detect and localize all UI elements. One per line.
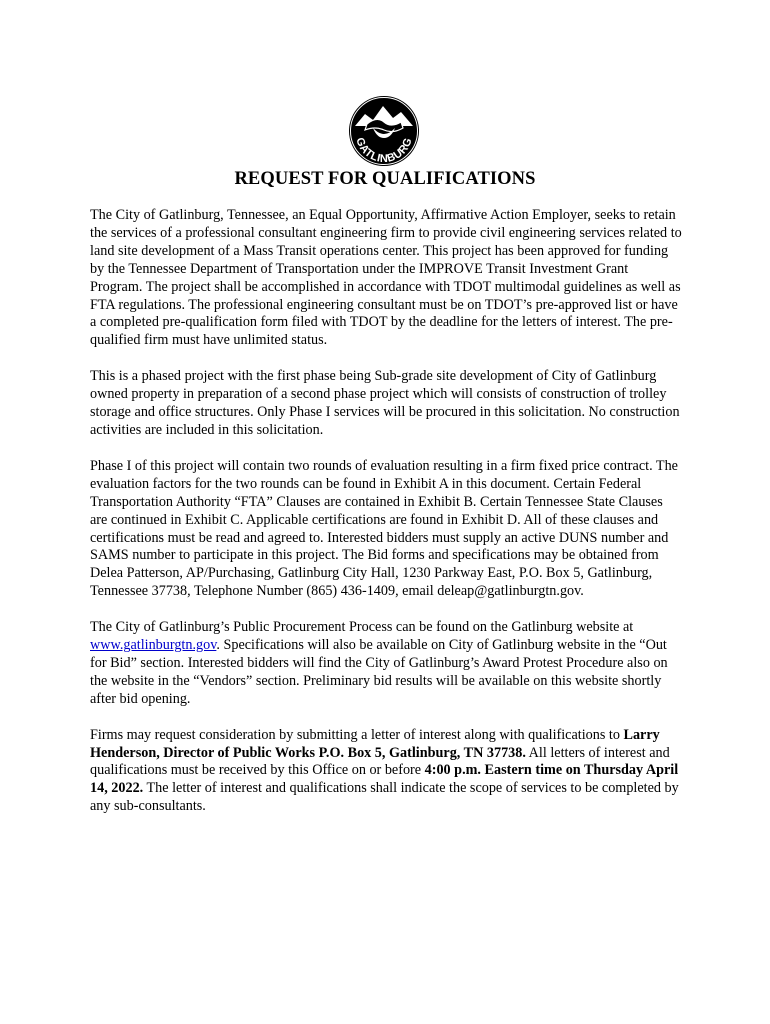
paragraph-procurement: [90, 619, 682, 709]
procurement-text-start: The City of Gatlinburg’s Public Procurement Process can be found on the Gatlinburg website at: [90, 619, 634, 636]
paragraph-evaluation: Phase I of this project will contain two rounds of evaluation resulting in a firm fixed price contract. The evaluation factors for the two rounds can be found in Exhibit A in this document. Certain Federal Transportation Authority “FTA” Clauses are contained in Exhibit B. Certain Tennessee State Clauses are continued in Exhibit C. Applicable certifications are found in Exhibit D. All of these clauses and certifications must be read and agreed to. Interested bidders must supply an active DUNS number and SAMS number to participate in this project. The Bid forms and specifications may be obtained from Delea Patterson, AP/Purchasing, Gatlinburg City Hall, 1230 Parkway East, P.O. Box 5, Gatlinburg, Tennessee 37738, Telephone Number (865) 436-1409, email deleap@gatlinburgtn.gov.: [90, 457, 678, 600]
submission-intro: Firms may request consideration by submitting a letter of interest along with qualifications to: [90, 726, 624, 743]
submission-end: The letter of interest and qualifications shall indicate the scope of services to be completed by any sub-consultants.: [90, 780, 679, 815]
procurement-text-end: . Specifications will also be available on City of Gatlinburg website in the “Out for Bid” section. Interested bidders will find the City of Gatlinburg’s Award Protest Procedure also on the website in the “Vendors” section. Preliminary bid results will be available on this website shortly after bid opening.: [90, 637, 668, 707]
submission-deadline: 4:00 p.m. Eastern time on Thursday April 14, 2022.: [90, 762, 679, 797]
paragraph-phases: This is a phased project with the first phase being Sub-grade site development of City of Gatlinburg owned property in preparation of a second phase project which will consists of construction of trolley storage and office structures. Only Phase I services will be procured in this solicitation. No construction activities are included in this solicitation.: [90, 368, 680, 438]
document-body: [90, 207, 682, 834]
city-seal-graphic: [347, 94, 421, 168]
paragraph-submission: [90, 727, 682, 817]
logo-text: GATLINBURG: [353, 136, 415, 166]
paragraph-intro: The City of Gatlinburg, Tennessee, an Equal Opportunity, Affirmative Action Employer, seeks to retain the services of a professional consultant engineering firm to provide civil engineering services related to land site development of a Mass Transit operations center. This project has been approved for funding by the Tennessee Department of Transportation under the IMPROVE Transit Investment Grant Program. The project shall be accomplished in accordance with TDOT multimodal guidelines as well as FTA regulations. The professional engineering consultant must be on TDOT’s pre-approved list or have a completed pre-qualification form filed with TDOT by the deadline for the letters of interest. The pre-qualified firm must have unlimited status.: [90, 207, 682, 349]
page-title: REQUEST FOR QUALIFICATIONS: [234, 169, 536, 189]
submission-middle: All letters of interest and qualifications must be received by this Office on or before: [90, 744, 670, 779]
gatlinburg-logo-icon: [347, 94, 421, 168]
website-link[interactable]: www.gatlinburgtn.gov: [90, 637, 217, 654]
submission-contact: Larry Henderson, Director of Public Works P.O. Box 5, Gatlinburg, TN 37738.: [90, 726, 660, 761]
